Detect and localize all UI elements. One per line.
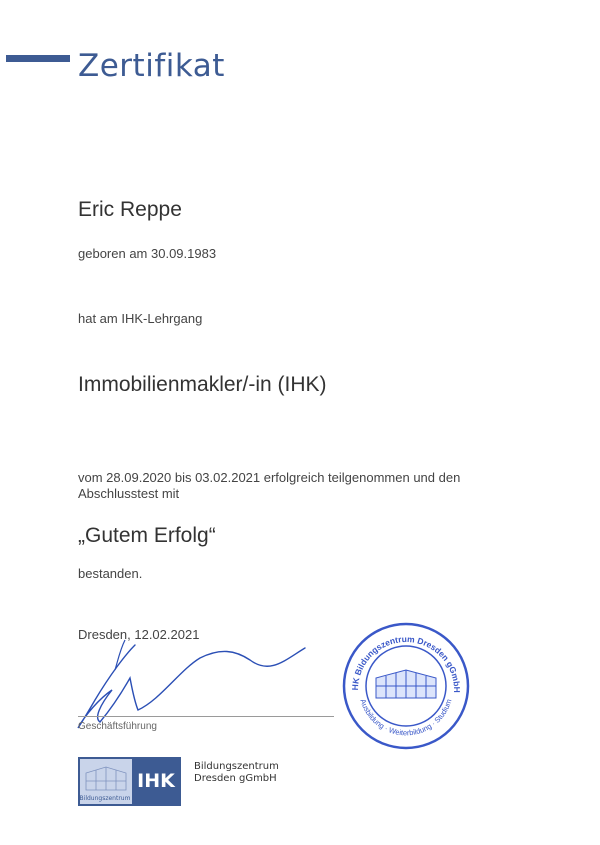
period-line-2: Abschlusstest mit [78,486,180,501]
course-name: Immobilienmakler/-in (IHK) [78,373,327,396]
building-icon [376,670,436,698]
org-name-line-2: Dresden gGmbH [194,773,277,784]
org-name-line-1: Bildungszentrum [194,761,279,772]
place-date: Dresden, 12.02.2021 [78,627,200,642]
birth-date-line: geboren am 30.09.1983 [78,246,217,261]
logo-mark: IHK [137,770,175,792]
logo-sub-text: Bildungszentrum [79,795,131,802]
signature-line [78,716,334,717]
period-line-1: vom 28.09.2020 bis 03.02.2021 erfolgreich teilgenommen und den [78,470,461,485]
signature-caption: Geschäftsführung [78,721,157,732]
recipient-name: Eric Reppe [78,198,182,221]
certificate-title: Zertifikat [78,48,225,84]
svg-text:Ausbildung · Weiterbildung · S [359,698,454,738]
official-stamp [340,620,472,752]
result-text: bestanden. [78,566,143,581]
ihk-logo [78,757,181,806]
stamp-outer-text: HK Bildungszentrum Dresden gGmbH [349,633,463,693]
course-intro: hat am IHK-Lehrgang [78,311,203,326]
stamp-inner-text: Ausbildung · Weiterbildung · Studium [358,697,454,738]
header-accent-bar [6,55,70,62]
grade: „Gutem Erfolg“ [78,524,216,547]
